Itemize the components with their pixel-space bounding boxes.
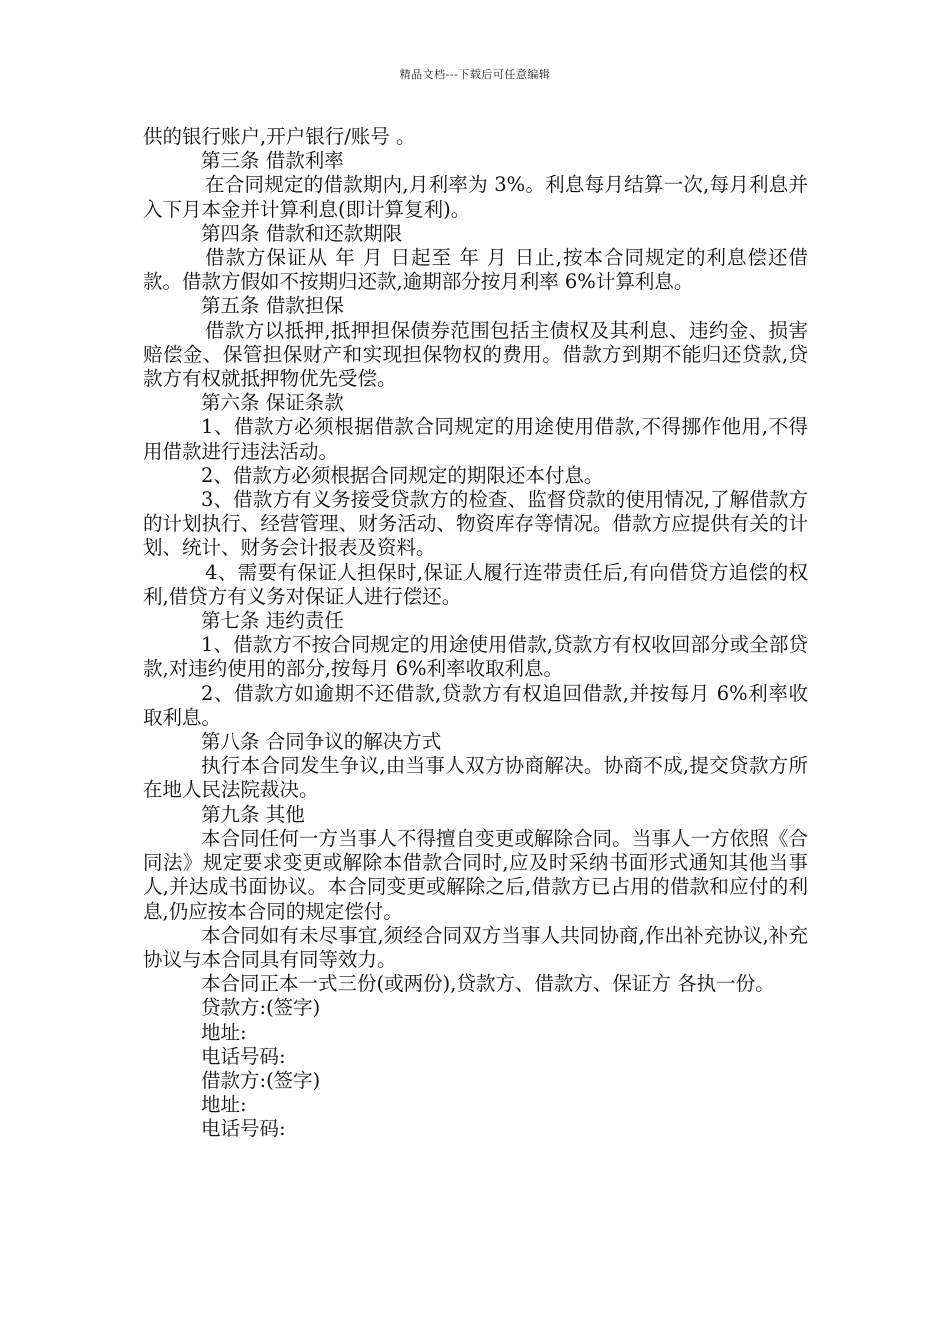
paragraph: 3、借款方有义务接受贷款方的检查、监督贷款的使用情况,了解借款方的计划执行、经营管理、财务活动、物资库存等情况。借款方应提供有关的计划、统计、财务会计报表及资料。 xyxy=(143,488,808,560)
paragraph: 1、借款方不按合同规定的用途使用借款,贷款方有权收回部分或全部贷款,对违约使用的部分,按每月 6%利率收取利息。 xyxy=(143,633,808,681)
paragraph: 借款方保证从 年 月 日起至 年 月 日止,按本合同规定的利息偿还借款。借款方假如不按期归还款,逾期部分按月利率 6%计算利息。 xyxy=(143,246,808,294)
section-heading: 第五条 借款担保 xyxy=(201,294,344,318)
section-heading: 第三条 借款利率 xyxy=(201,149,344,173)
document-body xyxy=(143,125,808,1142)
paragraph: 本合同正本一式三份(或两份),贷款方、借款方、保证方 各执一份。 xyxy=(201,972,775,996)
paragraph: 供的银行账户,开户银行/账号 。 xyxy=(143,125,416,148)
section-heading: 贷款方:(签字) xyxy=(201,996,321,1020)
paragraph: 2、借款方必须根据合同规定的期限还本付息。 xyxy=(201,463,604,487)
paragraph: 本合同如有未尽事宜,须经合同双方当事人共同协商,作出补充协议,补充协议与本合同具有同等效力。 xyxy=(143,923,808,971)
section-heading: 电话号码: xyxy=(201,1117,286,1141)
paragraph: 执行本合同发生争议,由当事人双方协商解决。协商不成,提交贷款方所在地人民法院裁决。 xyxy=(143,754,808,802)
section-heading: 第四条 借款和还款期限 xyxy=(201,221,403,245)
paragraph: 1、借款方必须根据借款合同规定的用途使用借款,不得挪作他用,不得用借款进行违法活动。 xyxy=(143,415,808,463)
section-heading: 第六条 保证条款 xyxy=(201,391,344,415)
section-heading: 地址: xyxy=(201,1020,247,1044)
section-heading: 第八条 合同争议的解决方式 xyxy=(201,730,442,754)
section-heading: 借款方:(签字) xyxy=(201,1068,321,1092)
section-heading: 电话号码: xyxy=(201,1044,286,1068)
section-heading: 地址: xyxy=(201,1093,247,1117)
paragraph: 2、借款方如逾期不还借款,贷款方有权追回借款,并按每月 6%利率收取利息。 xyxy=(143,681,808,729)
paragraph: 4、需要有保证人担保时,保证人履行连带责任后,有向借贷方追偿的权利,借贷方有义务对保证人进行偿还。 xyxy=(143,560,808,608)
section-heading: 第七条 违约责任 xyxy=(201,609,344,633)
paragraph: 在合同规定的借款期内,月利率为 3%。利息每月结算一次,每月利息并入下月本金并计算利息(即计算复利)。 xyxy=(143,173,808,221)
page-header: 精品文档---下载后可任意编辑 xyxy=(399,68,551,81)
section-heading: 第九条 其他 xyxy=(201,802,305,826)
paragraph: 本合同任何一方当事人不得擅自变更或解除合同。当事人一方依照《合同法》规定要求变更或解除本借款合同时,应及时采纳书面形式通知其他当事人,并达成书面协议。本合同变更或解除之后,借款方已占用的借款和应付的利息,仍应按本合同的规定偿付。 xyxy=(143,826,808,923)
paragraph: 借款方以抵押,抵押担保债券范围包括主债权及其利息、违约金、损害赔偿金、保管担保财产和实现担保物权的费用。借款方到期不能归还贷款,贷款方有权就抵押物优先受偿。 xyxy=(143,318,808,391)
